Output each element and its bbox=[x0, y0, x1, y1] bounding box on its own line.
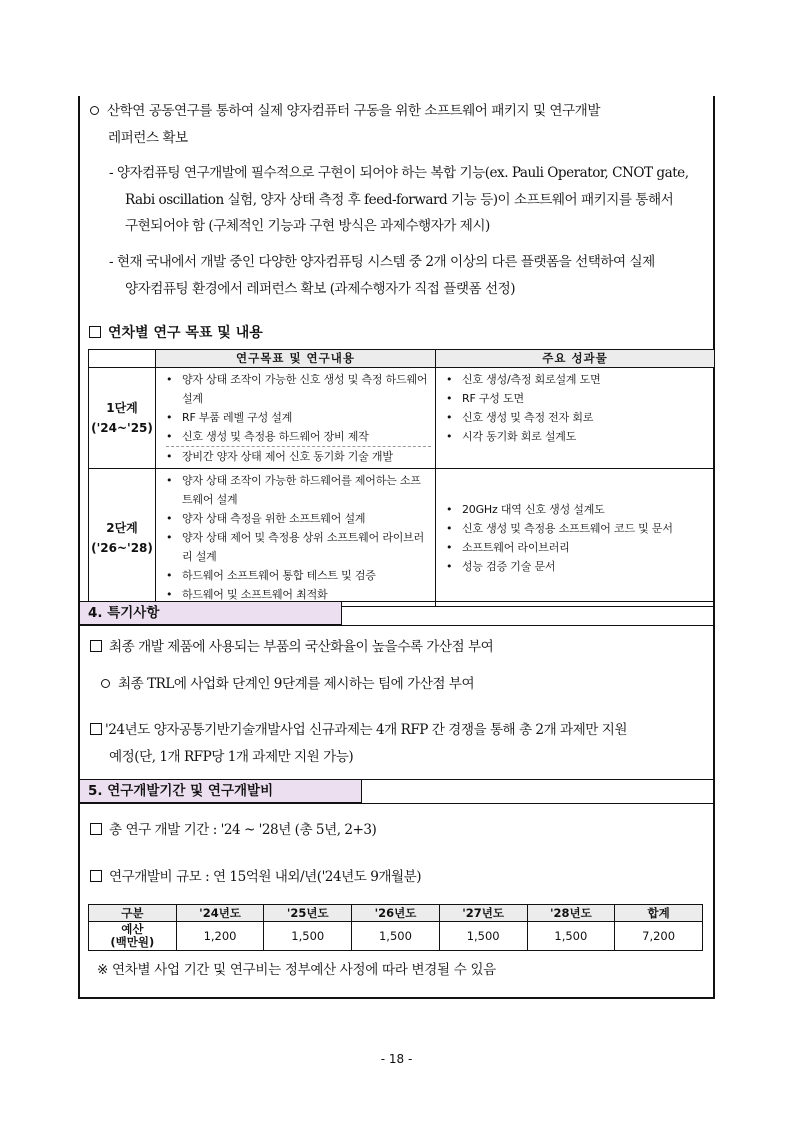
budget-cell: 1,200 bbox=[176, 922, 264, 951]
table-row bbox=[89, 368, 715, 469]
table-row bbox=[89, 469, 715, 607]
checkbox-icon bbox=[90, 870, 102, 882]
intro-dash-1-line1: - 양자컴퓨팅 연구개발에 필수적으로 구현이 되어야 하는 복합 기능(ex. Pauli Operator, CNOT gate, bbox=[109, 165, 689, 181]
goals-header-outputs: 주요 성과물 bbox=[436, 350, 715, 368]
list-item: • 신호 생성 및 측정 전자 회로 bbox=[446, 408, 710, 427]
list-item: • 소프트웨어 라이브러리 bbox=[446, 538, 710, 557]
budget-header: 구분 bbox=[89, 905, 177, 922]
budget-cell: 1,500 bbox=[439, 922, 527, 951]
stage-outputs bbox=[436, 368, 715, 469]
budget-row-label: 예산 (백만원) bbox=[89, 922, 177, 951]
section-4-item-1: 최종 개발 제품에 사용되는 부품의 국산화율이 높을수록 가산점 부여 bbox=[90, 634, 493, 661]
stage-outputs bbox=[436, 469, 715, 607]
intro-dash-1-line2: Rabi oscillation 실험, 양자 상태 측정 후 feed-forward 기능 등)이 소프트웨어 패키지를 통해서 bbox=[125, 192, 674, 208]
intro-bullet: 산학연 공동연구를 통하여 실제 양자컴퓨터 구동을 위한 소프트웨어 패키지 및 연구개발 bbox=[90, 98, 600, 125]
budget-header: '25년도 bbox=[264, 905, 352, 922]
list-item: • 양자 상태 제어 및 측정용 상위 소프트웨어 라이브러리 설계 bbox=[166, 528, 431, 566]
budget-header: 합계 bbox=[615, 905, 703, 922]
budget-header: '26년도 bbox=[352, 905, 440, 922]
section-4-sub-1: 최종 TRL에 사업화 단계인 9단계를 제시하는 팀에 가산점 부여 bbox=[101, 671, 474, 698]
stage-name: 2단계 bbox=[106, 520, 138, 535]
section-5-title: 5. 연구개발기간 및 연구개발비 bbox=[80, 779, 362, 803]
budget-cell: 7,200 bbox=[615, 922, 703, 951]
budget-cell: 1,500 bbox=[264, 922, 352, 951]
budget-cell: 1,500 bbox=[527, 922, 615, 951]
list-item: • RF 구성 도면 bbox=[446, 389, 710, 408]
list-item: • 시각 동기화 회로 설계도 bbox=[446, 427, 710, 446]
list-item: • 양자 상태 조작이 가능한 신호 생성 및 측정 하드웨어 설계 bbox=[166, 370, 431, 408]
checkbox-icon bbox=[90, 723, 102, 735]
checkbox-icon bbox=[90, 823, 102, 835]
section-divider bbox=[80, 625, 713, 626]
section-4-title: 4. 특기사항 bbox=[80, 601, 342, 625]
stage-goals bbox=[156, 469, 436, 607]
stage-period: ('26~'28) bbox=[91, 540, 153, 555]
section-divider bbox=[80, 803, 713, 804]
table-row bbox=[89, 922, 703, 951]
section-5-budget-scale: 연구개발비 규모 : 연 15억원 내외/년('24년도 9개월분) bbox=[90, 864, 421, 891]
list-item: • 성능 검증 기술 문서 bbox=[446, 557, 710, 576]
list-item: • 신호 생성 및 측정용 하드웨어 장비 제작 bbox=[166, 427, 431, 446]
page-number: - 18 - bbox=[380, 1052, 413, 1066]
section-4-item-2-cont: 예정(단, 1개 RFP당 1개 과제만 지원 가능) bbox=[109, 749, 354, 765]
goals-header-goals: 연구목표 및 연구내용 bbox=[156, 350, 436, 368]
stage-cell bbox=[89, 368, 156, 469]
budget-header: '24년도 bbox=[176, 905, 264, 922]
checkbox-icon bbox=[89, 326, 101, 338]
list-item: • 신호 생성/측정 회로설계 도면 bbox=[446, 370, 710, 389]
goals-heading: 연차별 연구 목표 및 내용 bbox=[89, 323, 263, 343]
list-item: • 20GHz 대역 신호 생성 설계도 bbox=[446, 500, 710, 519]
list-item: • 하드웨어 소프트웨어 통합 테스트 및 검증 bbox=[166, 566, 431, 585]
budget-table bbox=[88, 904, 703, 951]
goals-header-blank bbox=[89, 350, 156, 368]
budget-note: ※ 연차별 사업 기간 및 연구비는 정부예산 사정에 따라 변경될 수 있음 bbox=[97, 962, 496, 978]
section-4-item-2: '24년도 양자공통기반기술개발사업 신규과제는 4개 RFP 간 경쟁을 통해 총 2개 과제만 지원 bbox=[90, 717, 627, 744]
budget-cell: 1,500 bbox=[352, 922, 440, 951]
checkbox-icon bbox=[90, 640, 102, 652]
intro-bullet-cont: 레퍼런스 확보 bbox=[108, 130, 188, 146]
list-item: • RF 부품 레벨 구성 설계 bbox=[166, 408, 431, 427]
circle-bullet-icon bbox=[101, 679, 110, 688]
list-item: • 양자 상태 측정을 위한 소프트웨어 설계 bbox=[166, 509, 431, 528]
list-item: • 하드웨어 및 소프트웨어 최적화 bbox=[166, 585, 431, 604]
stage-period: ('24~'25) bbox=[91, 421, 153, 435]
stage-cell bbox=[89, 469, 156, 607]
goals-table bbox=[88, 349, 715, 607]
budget-table-header bbox=[89, 905, 703, 922]
intro-dash-2-line2: 양자컴퓨팅 환경에서 레퍼런스 확보 (과제수행자가 직접 플랫폼 선정) bbox=[125, 281, 516, 297]
intro-dash-1-line3: 구현되어야 함 (구체적인 기능과 구현 방식은 과제수행자가 제시) bbox=[125, 218, 490, 234]
circle-bullet-icon bbox=[90, 106, 99, 115]
intro-dash-2-line1: - 현재 국내에서 개발 중인 다양한 양자컴퓨팅 시스템 중 2개 이상의 다른 플랫폼을 선택하여 실제 bbox=[109, 254, 655, 270]
list-item: • 장비간 양자 상태 제어 신호 동기화 기술 개발 bbox=[166, 446, 431, 466]
section-5-period: 총 연구 개발 기간 : '24 ~ '28년 (총 5년, 2+3) bbox=[90, 817, 376, 844]
list-item: • 양자 상태 조작이 가능한 하드웨어를 제어하는 소프트웨어 설계 bbox=[166, 471, 431, 509]
list-item: • 신호 생성 및 측정용 소프트웨어 코드 및 문서 bbox=[446, 519, 710, 538]
stage-name: 1단계 bbox=[106, 401, 138, 415]
budget-header: '27년도 bbox=[439, 905, 527, 922]
goals-table-header bbox=[89, 350, 715, 368]
stage-goals bbox=[156, 368, 436, 469]
budget-header: '28년도 bbox=[527, 905, 615, 922]
